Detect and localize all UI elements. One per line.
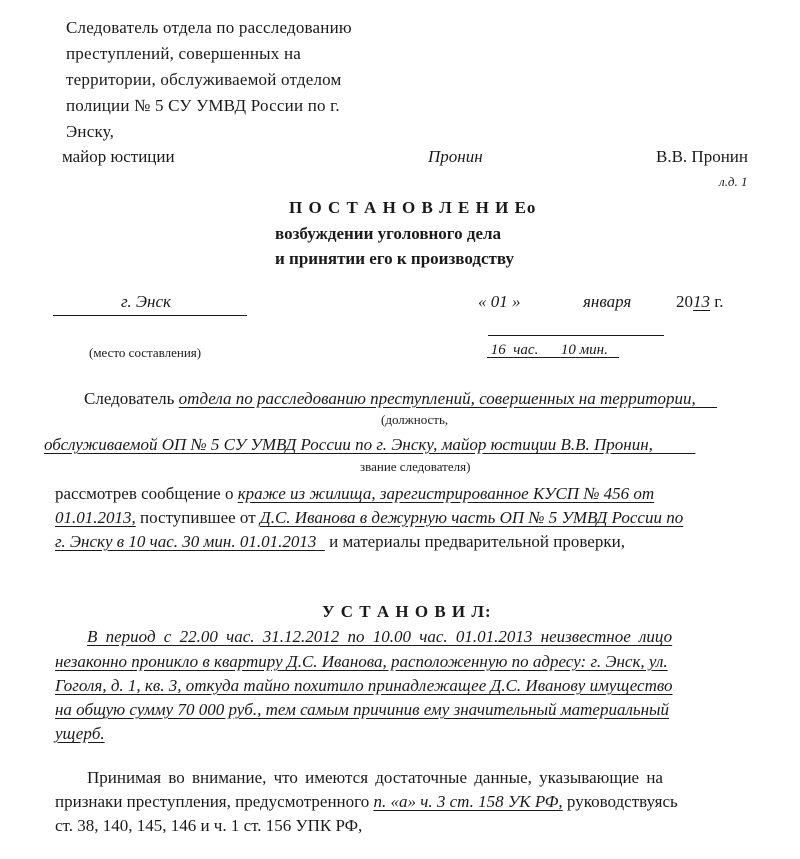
established-heading: У С Т А Н О В И Л: bbox=[322, 602, 492, 621]
title-tail: о bbox=[526, 198, 537, 217]
year-prefix: 20 bbox=[676, 292, 693, 311]
header-line-4: полиции № 5 СУ УМВД России по г. bbox=[66, 96, 340, 115]
investigator-caption-1: (должность, bbox=[381, 412, 449, 427]
time bbox=[487, 342, 619, 359]
established-line-4: на общую сумму 70 000 руб., тем самым причинив ему значительный материальный bbox=[55, 700, 670, 719]
date-year bbox=[676, 292, 724, 312]
considered-time: г. Энску в 10 час. 30 мин. 01.01.2013 bbox=[55, 532, 317, 551]
investigator-pad-1 bbox=[696, 389, 717, 408]
title-line-3: и принятии его к производству bbox=[275, 249, 514, 268]
header-line-5: Энску, bbox=[66, 122, 115, 141]
investigator-label: Следователь bbox=[84, 389, 175, 408]
investigator-position-1: отдела по расследованию преступлений, совершенных на территории, bbox=[178, 389, 696, 408]
investigator-name: В.В. Пронин bbox=[656, 147, 748, 166]
investigator-caption-2: звание следователя) bbox=[360, 459, 471, 474]
header-line-2: преступлений, совершенных на bbox=[66, 44, 302, 63]
investigator-line-1 bbox=[84, 389, 717, 409]
conclusion-line-2 bbox=[55, 792, 678, 812]
considered-source: Д.С. Иванова в дежурную часть ОП № 5 УМВД России по bbox=[259, 508, 684, 527]
investigator-line-2 bbox=[44, 435, 695, 455]
considered-report: краже из жилища, зарегистрированное КУСП № 456 от bbox=[237, 484, 655, 503]
signature: Пронин bbox=[428, 147, 483, 166]
established-line-1: В период с 22.00 час. 31.12.2012 по 10.00 час. 01.01.2013 неизвестное лицо bbox=[87, 627, 673, 646]
conclusion-article: п. «а» ч. 3 ст. 158 УК РФ, bbox=[373, 792, 563, 811]
established-line-3: Гоголя, д. 1, кв. 3, откуда тайно похитило принадлежащее Д.С. Иванову имущество bbox=[55, 676, 673, 695]
date-day: « 01 » bbox=[478, 292, 521, 311]
established-line-2: незаконно проникло в квартиру Д.С. Иванова, расположенную по адресу: г. Энск, ул. bbox=[55, 652, 668, 671]
rank: майор юстиции bbox=[62, 147, 175, 166]
year-suffix: 13 bbox=[693, 292, 710, 311]
time-hours-unit: час. bbox=[513, 342, 539, 358]
place-caption: (место составления) bbox=[89, 345, 202, 360]
conclusion-text-2-tail: руководствуясь bbox=[566, 792, 678, 811]
conclusion-text-2: признаки преступления, предусмотренного bbox=[55, 792, 370, 811]
document-title bbox=[289, 198, 536, 218]
considered-text-1: рассмотрев сообщение о bbox=[55, 484, 234, 503]
title-line-2: возбуждении уголовного дела bbox=[275, 224, 502, 243]
considered-pad bbox=[316, 532, 325, 551]
considered-line-1 bbox=[55, 484, 654, 504]
sheet-number: л.д. 1 bbox=[719, 174, 748, 189]
title-main: П О С Т А Н О В Л Е Н И Е bbox=[289, 198, 527, 217]
considered-line-2 bbox=[55, 508, 683, 528]
place-underline bbox=[53, 315, 247, 316]
established-line-5: ущерб. bbox=[55, 724, 105, 743]
conclusion-line-1: Принимая во внимание, что имеются достаточные данные, указывающие на bbox=[87, 768, 663, 787]
time-minutes-unit: мин. bbox=[579, 342, 608, 358]
time-hours: 16 bbox=[490, 342, 506, 358]
considered-text-3: и материалы предварительной проверки, bbox=[329, 532, 625, 551]
time-minutes: 10 bbox=[560, 342, 576, 358]
considered-date: 01.01.2013, bbox=[55, 508, 136, 527]
date-month: января bbox=[583, 292, 632, 311]
investigator-pad-2 bbox=[653, 435, 696, 454]
place: г. Энск bbox=[121, 292, 171, 311]
considered-line-3 bbox=[55, 532, 625, 552]
investigator-position-2: обслуживаемой ОП № 5 СУ УМВД России по г. Энску, майор юстиции В.В. Пронин, bbox=[44, 435, 653, 454]
time-hours-wrap bbox=[487, 342, 619, 358]
header-line-3: территории, обслуживаемой отделом bbox=[66, 70, 342, 89]
considered-text-2: поступившее от bbox=[140, 508, 256, 527]
conclusion-line-3: ст. 38, 140, 145, 146 и ч. 1 ст. 156 УПК РФ, bbox=[55, 816, 363, 835]
time-top-line bbox=[488, 335, 664, 336]
year-unit: г. bbox=[714, 292, 724, 311]
header-line-1: Следователь отдела по расследованию bbox=[66, 18, 352, 37]
